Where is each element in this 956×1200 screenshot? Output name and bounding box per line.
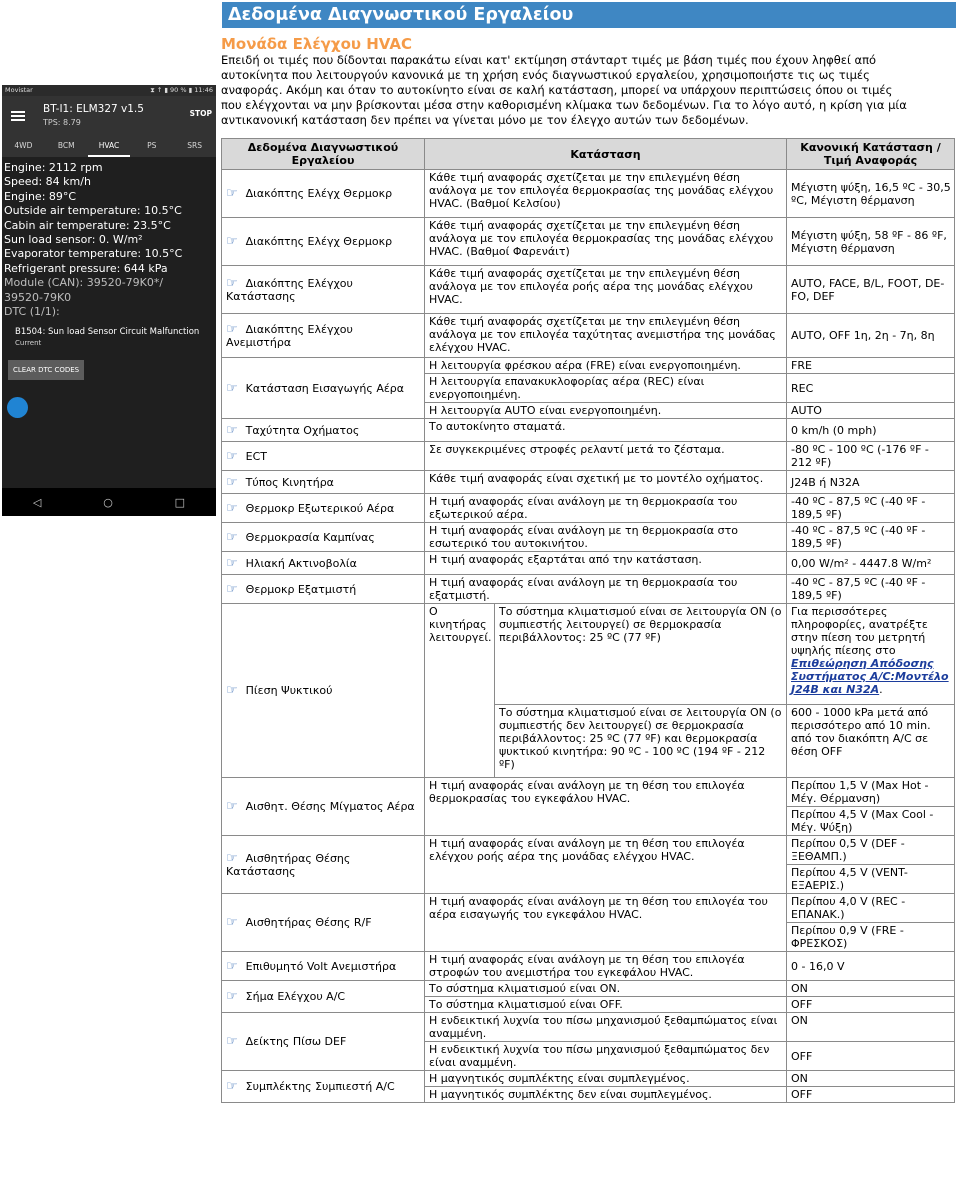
normal-cell: FRE [787,358,955,374]
normal-cell: OFF [787,1042,955,1071]
pointing-hand-icon: ☞ [226,448,238,464]
normal-cell: 0,00 W/m² - 4447.8 W/m² [787,552,955,575]
app-title: BT-I1: ELM327 v1.5 [43,103,144,115]
normal-cell: Μέγιστη ψύξη, 16,5 ºC - 30,5 ºC, Μέγιστη θέρμανση [787,170,955,218]
reading-engine-rpm: Engine: 2112 rpm [4,161,103,174]
normal-cell: Περίπου 0,9 V (FRE - ΦΡΕΣΚΟΣ) [787,923,955,952]
pointing-hand-icon: ☞ [226,275,238,291]
item-cell[interactable] [222,523,425,552]
phone-screenshot [2,85,216,516]
item-label: Αισθητήρας Θέσης Κατάστασης [226,851,351,878]
item-cell[interactable] [222,494,425,523]
item-label: Θερμοκρ Εξωτερικού Αέρα [245,501,395,515]
hamburger-menu-icon[interactable] [11,109,25,123]
item-cell[interactable] [222,471,425,494]
column-header-item: Δεδομένα Διαγνωστικού Εργαλείου [222,139,425,170]
item-cell[interactable] [222,952,425,981]
item-label: Διακόπτης Ελέγχου Ανεμιστήρα [226,322,353,349]
reading-module-2: 39520-79K0 [4,290,72,304]
item-label: Συμπλέκτης Συμπιεστή A/C [245,1080,395,1093]
condition-cell: Κάθε τιμή αναφοράς σχετίζεται με την επιλεγμένη θέση ανάλογα με τον επιλογέα ροής αέρα της μονάδας ελέγχου HVAC. [425,266,787,314]
item-cell[interactable] [222,981,425,1013]
pointing-hand-icon: ☞ [226,529,238,545]
normal-cell: OFF [787,997,955,1013]
pointing-hand-icon: ☞ [226,234,238,249]
item-label: Τύπος Κινητήρα [245,475,334,489]
item-label: Δείκτης Πίσω DEF [245,1035,347,1048]
condition-cell: Κάθε τιμή αναφοράς σχετίζεται με την επιλεγμένη θέση ανάλογα με τον επιλογέα ταχύτητας ανεμιστήρα της μονάδας ελέγχου HVAC. [425,314,787,358]
status-icons: ⧗ ↑ ▮ 90 % ▮ 11:46 [150,86,213,94]
status-bar [2,85,216,96]
normal-cell: Περίπου 4,5 V (VENT-ΕΞΑΕΡΙΣ.) [787,865,955,894]
normal-cell: AUTO, FACE, B/L, FOOT, DE-FO, DEF [787,266,955,314]
dtc-status: Current [15,339,42,348]
item-cell[interactable] [222,836,425,894]
item-cell[interactable] [222,778,425,836]
normal-cell: Περίπου 0,5 V (DEF - ΞΕΘΑΜΠ.) [787,836,955,865]
condition-cell: Η λειτουργία φρέσκου αέρα (FRE) είναι ενεργοποιημένη. [425,358,787,374]
pointing-hand-icon: ☞ [226,915,238,930]
pointing-hand-icon: ☞ [226,186,238,201]
recents-icon[interactable]: □ [174,495,186,509]
item-label: Κατάσταση Εισαγωγής Αέρα [245,381,405,395]
pointing-hand-icon: ☞ [226,1034,238,1049]
table-row [222,358,955,374]
condition-cell: Η τιμή αναφοράς είναι ανάλογη με τη θερμοκρασία του εξατμιστή. [425,575,787,604]
normal-cell: Περίπου 4,0 V (REC - ΕΠΑΝΑΚ.) [787,894,955,923]
condition-cell: Η τιμή αναφοράς είναι ανάλογη με τη θερμοκρασία του εξωτερικού αέρα. [425,494,787,523]
reading-sun-load: Sun load sensor: 0. W/m² [4,233,143,247]
condition-cell: Το αυτοκίνητο σταματά. [425,419,787,442]
normal-cell: -80 ºC - 100 ºC (-176 ºF - 212 ºF) [787,442,955,471]
pointing-hand-icon: ☞ [226,1079,238,1094]
item-label: Διακόπτης Ελέγχ Θερμοκρ [245,235,393,248]
section-title: Μονάδα Ελέγχου HVAC [221,35,412,53]
condition-cell: Η τιμή αναφοράς εξαρτάται από την κατάσταση. [425,552,787,575]
reading-dtc-count: DTC (1/1): [4,305,60,319]
precondition-cell: Ο κινητήρας λειτουργεί. [425,604,495,778]
app-subtitle: TPS: 8.79 [43,118,81,127]
home-icon[interactable]: ○ [103,495,113,509]
app-bar [2,96,216,135]
item-label: ECT [245,449,268,463]
table-row [222,494,955,523]
condition-cell: Η λειτουργία AUTO είναι ενεργοποιημένη. [425,403,787,419]
reading-outside-air: Outside air temperature: 10.5°C [4,204,182,218]
intro-paragraph [221,53,956,128]
item-cell[interactable] [222,358,425,419]
item-label: Σήμα Ελέγχου A/C [245,990,346,1003]
item-label: Ηλιακή Ακτινοβολία [245,556,357,570]
normal-cell: -40 ºC - 87,5 ºC (-40 ºF - 189,5 ºF) [787,523,955,552]
item-cell[interactable] [222,314,425,358]
table-row [222,836,955,865]
normal-cell: 0 km/h (0 mph) [787,419,955,442]
condition-cell: Κάθε τιμή αναφοράς είναι σχετική με το μοντέλο οχήματος. [425,471,787,494]
intro-line: αναφοράς. Ακόμη και όταν το αυτοκίνητο είναι σε καλή κατάσταση, μπορεί να υπάρχουν περιπτώσεις όπου οι τιμές [221,83,893,97]
condition-cell: Το σύστημα κλιματισμού είναι σε λειτουργία ON (ο συμπιεστής δεν λειτουργεί) σε θερμοκρασία περιβάλλοντος: 25 ºC (77 ºF) και θερμοκρασία ψυκτικού κινητήρα: 90 ºC - 100 ºC (194 ºF - 212 ºF) [495,705,787,778]
tab-hvac[interactable]: HVAC [88,135,131,157]
normal-cell: Περίπου 4,5 V (Max Cool - Μέγ. Ψύξη) [787,807,955,836]
normal-cell: ON [787,1013,955,1042]
condition-cell: Η ενδεικτική λυχνία του πίσω μηχανισμού ξεθαμπώματος δεν είναι αναμμένη. [425,1042,787,1071]
condition-cell: Το σύστημα κλιματισμού είναι σε λειτουργία ON (ο συμπιεστής λειτουργεί) σε θερμοκρασία περιβάλλοντος: 25 ºC (77 ºF) [495,604,787,705]
pointing-hand-icon: ☞ [226,581,238,597]
item-label: Πίεση Ψυκτικού [245,684,333,697]
nav-bar [2,488,216,516]
normal-cell: -40 ºC - 87,5 ºC (-40 ºF - 189,5 ºF) [787,494,955,523]
table-row [222,552,955,575]
tab-srs[interactable]: SRS [187,141,202,150]
tab-bar [2,135,216,157]
normal-cell: 0 - 16,0 V [787,952,955,981]
pointing-hand-icon: ☞ [226,799,238,814]
table-row [222,778,955,807]
readings-list [2,157,216,380]
pointing-hand-icon: ☞ [226,500,238,516]
condition-cell: Κάθε τιμή αναφοράς σχετίζεται με την επιλεγμένη θέση ανάλογα με τον επιλογέα θερμοκρασίας της μονάδας ελέγχου HVAC. (Βαθμοί Φαρενάιτ) [425,218,787,266]
carrier-label: Movistar [5,86,33,94]
intro-line: που ελέγχονται να μην βρίσκονται μέσα στην καθορισμένη κλίμακα των δεδομένων. Για το λόγο αυτό, η κρίση για μία [221,98,907,112]
reading-refrigerant: Refrigerant pressure: 644 kPa [4,261,168,275]
intro-line: αυτοκίνητα που λειτουργούν κανονικά με τη χρήση ενός διαγνωστικού εργαλείου, χρησιμοποιήστε τις ως τιμές [221,68,870,82]
pointing-hand-icon: ☞ [226,380,238,396]
data-table [221,138,955,1103]
item-cell[interactable] [222,1071,425,1103]
condition-cell: Η ενδεικτική λυχνία του πίσω μηχανισμού ξεθαμπώματος είναι αναμμένη. [425,1013,787,1042]
column-header-normal: Κανονική Κατάσταση / Τιμή Αναφοράς [787,139,955,170]
back-icon[interactable]: ◁ [32,495,42,509]
condition-cell: Κάθε τιμή αναφοράς σχετίζεται με την επιλεγμένη θέση ανάλογα με τον επιλογέα θερμοκρασίας της μονάδας ελέγχου HVAC. (Βαθμοί Κελσίου) [425,170,787,218]
performance-inspection-link[interactable]: Επιθεώρηση Απόδοσης Συστήματος A/C:Μοντέλο J24B και N32A [791,657,949,696]
normal-cell [787,604,955,705]
touch-indicator [7,397,28,418]
normal-cell: REC [787,374,955,403]
table-header [222,139,955,170]
item-cell[interactable] [222,1013,425,1071]
pointing-hand-icon: ☞ [226,989,238,1004]
condition-cell: Σε συγκεκριμένες στροφές ρελαντί μετά το ζέσταμα. [425,442,787,471]
normal-cell: Μέγιστη ψύξη, 58 ºF - 86 ºF, Μέγιστη θέρμανση [787,218,955,266]
table-row [222,419,955,442]
normal-cell: ON [787,981,955,997]
pointing-hand-icon: ☞ [226,321,238,337]
table-row [222,952,955,981]
item-cell[interactable] [222,419,425,442]
item-label: Αισθητ. Θέσης Μίγματος Αέρα [245,800,415,813]
item-cell[interactable] [222,604,425,778]
table-row [222,575,955,604]
condition-cell: Η τιμή αναφοράς είναι ανάλογη με τη θέση του επιλογέα θερμοκρασίας του εγκεφάλου HVAC. [425,778,787,836]
normal-cell: AUTO, OFF 1η, 2η - 7η, 8η [787,314,955,358]
table-row [222,981,955,997]
table-row [222,471,955,494]
normal-cell: J24B ή N32A [787,471,955,494]
condition-cell: Η τιμή αναφοράς είναι ανάλογη με τη θέση του επιλογέα του αέρα εισαγωγής του εγκεφάλου HVAC. [425,894,787,952]
table-row [222,1071,955,1087]
item-label: Διακόπτης Ελέγχου Κατάστασης [226,276,353,303]
intro-line: Επειδή οι τιμές που δίδονται παρακάτω είναι κατ' εκτίμηση στάνταρτ τιμές με βάση τιμές που έχουν ληφθεί από [221,53,877,67]
condition-cell: Η μαγνητικός συμπλέκτης δεν είναι συμπλεγμένος. [425,1087,787,1103]
condition-cell: Το σύστημα κλιματισμού είναι OFF. [425,997,787,1013]
pointing-hand-icon: ☞ [226,422,238,438]
table-row [222,894,955,923]
table-row [222,314,955,358]
tab-bcm[interactable]: BCM [57,141,75,150]
item-cell[interactable] [222,894,425,952]
table-row [222,604,955,705]
pointing-hand-icon: ☞ [226,850,238,866]
item-label: Επιθυμητό Volt Ανεμιστήρα [245,959,397,973]
reading-cabin-air: Cabin air temperature: 23.5°C [4,218,171,232]
pointing-hand-icon: ☞ [226,958,238,974]
tab-ps[interactable]: PS [147,141,157,150]
condition-cell: Η λειτουργία επανακυκλοφορίας αέρα (REC) είναι ενεργοποιημένη. [425,374,787,403]
reading-speed: Speed: 84 km/h [4,175,91,189]
pointing-hand-icon: ☞ [226,683,238,698]
normal-cell: Περίπου 1,5 V (Max Hot - Μέγ. Θέρμανση) [787,778,955,807]
table-row [222,442,955,471]
item-cell[interactable] [222,442,425,471]
normal-cell: -40 ºC - 87,5 ºC (-40 ºF - 189,5 ºF) [787,575,955,604]
normal-cell: 600 - 1000 kPa μετά από περισσότερο από 10 min. από τον διακόπτη A/C σε θέση OFF [787,705,955,778]
normal-cell: AUTO [787,403,955,419]
item-cell[interactable] [222,552,425,575]
dtc-code: B1504: Sun load Sensor Circuit Malfunction [15,327,200,338]
table-row [222,523,955,552]
stop-button[interactable]: STOP [189,109,212,118]
item-label: Θερμοκρ Εξατμιστή [245,582,357,596]
reading-module: Module (CAN): 39520-79K0*/ [4,276,164,290]
column-header-condition: Κατάσταση [425,139,787,170]
normal-cell: OFF [787,1087,955,1103]
normal-cell: ON [787,1071,955,1087]
condition-cell: Η μαγνητικός συμπλέκτης είναι συμπλεγμένος. [425,1071,787,1087]
table-row [222,1013,955,1042]
clear-dtc-button[interactable]: CLEAR DTC CODES [8,360,84,380]
item-cell[interactable] [222,575,425,604]
item-cell[interactable] [222,170,425,218]
item-label: Διακόπτης Ελέγχ Θερμοκρ [245,187,393,200]
condition-cell: Η τιμή αναφοράς είναι ανάλογη με τη θέση του επιλογέα ελέγχου ροής αέρα της μονάδας ελέγχου HVAC. [425,836,787,894]
normal-text: Για περισσότερες πληροφορίες, ανατρέξτε στην πίεση του μετρητή υψηλής πίεσης στο [791,605,928,657]
pointing-hand-icon: ☞ [226,555,238,571]
pointing-hand-icon: ☞ [226,474,238,490]
reading-evaporator: Evaporator temperature: 10.5°C [4,247,183,261]
app-titles [43,103,144,128]
condition-cell: Το σύστημα κλιματισμού είναι ON. [425,981,787,997]
table-row [222,170,955,218]
condition-cell: Η τιμή αναφοράς είναι ανάλογη με τη θερμοκρασία στο εσωτερικό του αυτοκινήτου. [425,523,787,552]
item-cell[interactable] [222,218,425,266]
tab-4wd[interactable]: 4WD [14,141,33,150]
intro-line: αντικανονική κατάσταση δεν πρέπει να γίνεται μόνο με τον έλεγχο αυτών των δεδομένων. [221,113,749,127]
item-label: Αισθητήρας Θέσης R/F [245,916,372,929]
reading-engine-temp: Engine: 89°C [4,189,77,203]
normal-text-end: . [879,683,883,696]
item-label: Θερμοκρασία Καμπίνας [245,530,375,544]
item-cell[interactable] [222,266,425,314]
condition-cell: Η τιμή αναφοράς είναι ανάλογη με τη θέση του επιλογέα στροφών του ανεμιστήρα του εγκεφάλου HVAC. [425,952,787,981]
table-row [222,218,955,266]
page-header: Δεδομένα Διαγνωστικού Εργαλείου [222,2,956,28]
table-row [222,266,955,314]
item-label: Ταχύτητα Οχήματος [245,423,360,437]
